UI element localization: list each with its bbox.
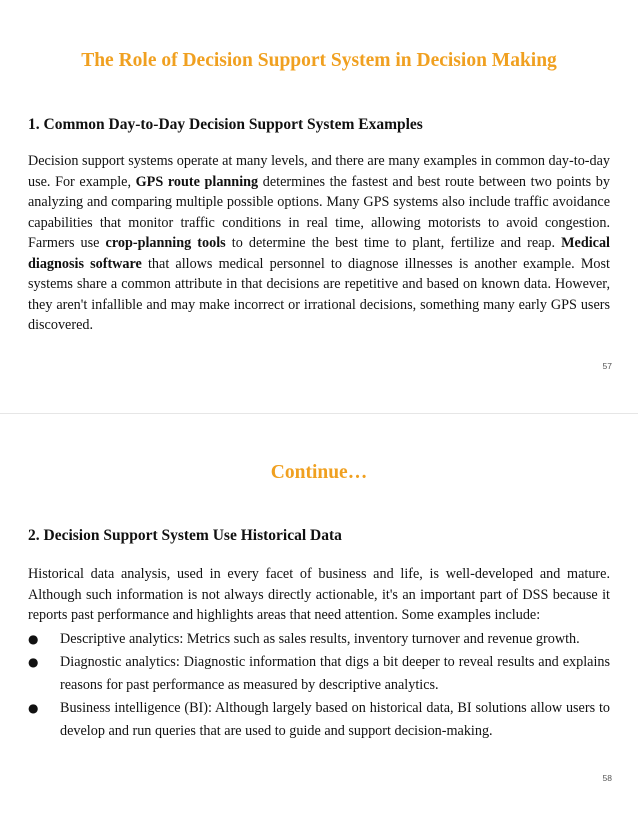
bold-term-gps: GPS route planning (135, 173, 259, 190)
text-run: to determine the best time to plant, fertilize and reap. (225, 235, 562, 251)
section-heading: 1. Common Day-to-Day Decision Support System Examples (28, 116, 423, 133)
list-item-text: Descriptive analytics: Metrics such as sales results, inventory turnover and revenue growth. (60, 631, 580, 647)
slide-title: The Role of Decision Support System in Decision Making (81, 50, 557, 71)
text-run: that allows medical personnel to diagnose illnesses is another example. Most systems share a common attribute in that decisions are repetitive and based on known data. However, they aren't infallible and may make incorrect or irrational decisions, something many early GPS users discovered. (28, 255, 610, 333)
body-paragraph (28, 151, 610, 336)
bold-term-crop: crop-planning tools (105, 235, 226, 251)
bullet-list (28, 628, 610, 743)
list-item (28, 697, 610, 743)
list-item-text: Business intelligence (BI): Although largely based on historical data, BI solutions allow users to develop and run queries that are used to guide and support decision-making. (60, 700, 610, 739)
page-number: 57 (602, 361, 612, 371)
list-item-text: Diagnostic analytics: Diagnostic information that digs a bit deeper to reveal results and explains reasons for past performance as measured by descriptive analytics. (60, 654, 610, 693)
slide-58 (0, 413, 638, 826)
text-run: determines the fastest and best route between two points by analyzing and comparing multiple possible options. Many GPS systems also include traffic avoidance capabilities that monitor traffic conditions in real time, allowing motorists to avoid congestion. Farmers use (28, 173, 610, 251)
page-number: 58 (602, 773, 612, 783)
bullet-icon: ● (28, 632, 39, 646)
bold-term-medical: Medical diagnosis software (28, 235, 610, 272)
section-heading: 2. Decision Support System Use Historical Data (28, 527, 342, 544)
list-item (28, 628, 610, 651)
bullet-icon: ● (28, 655, 39, 669)
slide-title: Continue… (270, 462, 368, 483)
list-item (28, 651, 610, 697)
bullet-icon: ● (28, 701, 39, 715)
text-run: Decision support systems operate at many levels, and there are many examples in common day-to-day use. For example, (28, 153, 610, 190)
body-paragraph: Historical data analysis, used in every facet of business and life, is well-developed and mature. Although such information is not always directly actionable, it's an important part of DSS because it reports past performance and highlights areas that need attention. Some examples include: (28, 566, 610, 623)
